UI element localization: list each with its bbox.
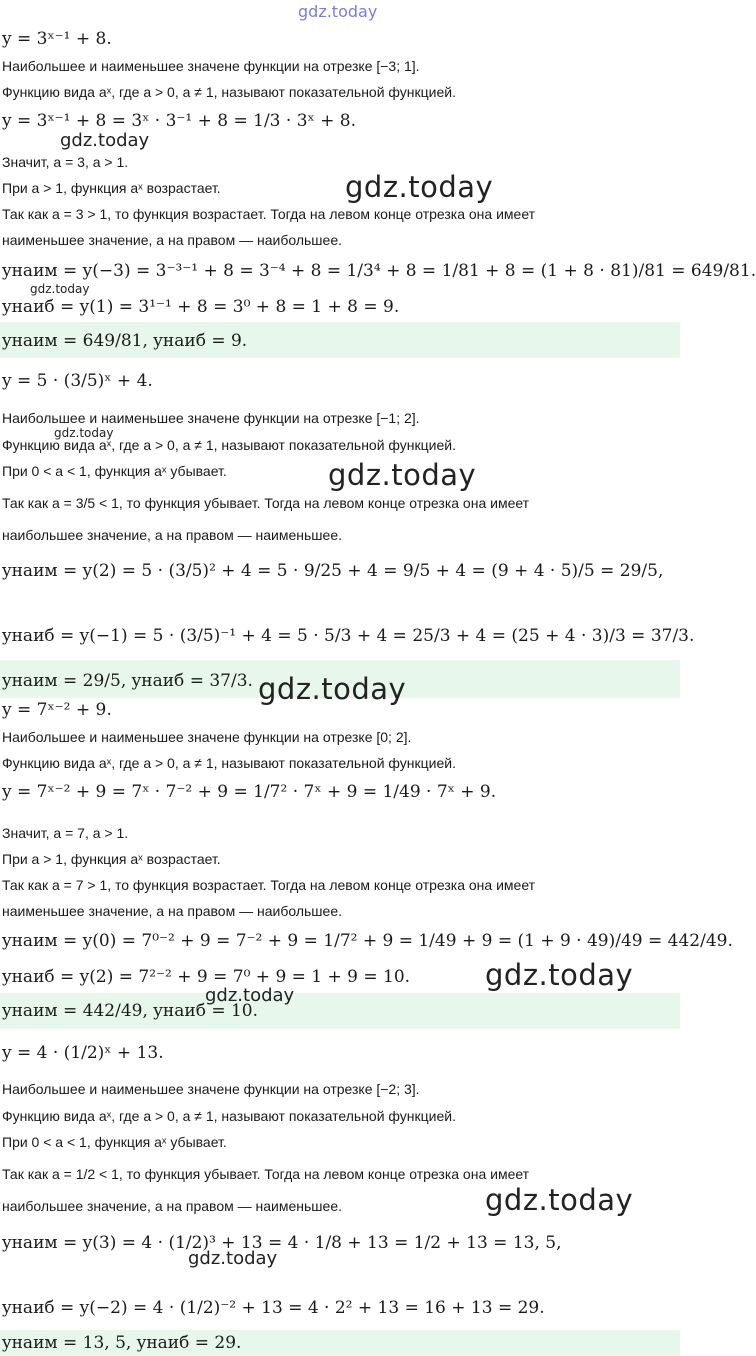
solution-line: Так как a = 3 > 1, то функция возрастает. Тогда на левом конце отрезка она имеет	[2, 206, 536, 222]
solution-line: Так как a = 3/5 < 1, то функция убывает. Тогда на левом конце отрезка она имеет	[2, 495, 530, 511]
watermark: gdz.today	[54, 426, 114, 440]
solution-line: наименьшее значение, а на правом — наибольшее.	[2, 903, 342, 919]
watermark: gdz.today	[258, 672, 407, 706]
solution-line: yнаим = y(3) = 4 · (1/2)³ + 13 = 4 · 1/8 + 13 = 1/2 + 13 = 13, 5,	[2, 1233, 562, 1253]
solution-line: y = 3ˣ⁻¹ + 8.	[2, 29, 112, 49]
watermark: gdz.today	[188, 1248, 278, 1269]
solution-line: yнаим = y(0) = 7⁰⁻² + 9 = 7⁻² + 9 = 1/7² + 9 = 1/49 + 9 = (1 + 9 · 49)/49 = 442/49.	[2, 931, 733, 951]
solution-line: yнаим = y(2) = 5 · (3/5)² + 4 = 5 · 9/25 + 4 = 9/5 + 4 = (9 + 4 · 5)/5 = 29/5,	[2, 561, 664, 581]
solution-line: Значит, a = 3, a > 1.	[2, 154, 129, 170]
solution-line: y = 7ˣ⁻² + 9.	[2, 700, 112, 720]
solution-line: наименьшее значение, а на правом — наибольшее.	[2, 232, 342, 248]
watermark: gdz.today	[328, 458, 477, 492]
solution-line: yнаим = 649/81, yнаиб = 9.	[2, 331, 248, 351]
solution-line: y = 7ˣ⁻² + 9 = 7ˣ · 7⁻² + 9 = 1/7² · 7ˣ + 9 = 1/49 · 7ˣ + 9.	[2, 782, 497, 802]
solution-line: При a > 1, функция aˣ возрастает.	[2, 851, 221, 867]
watermark: gdz.today	[298, 2, 378, 21]
solution-line: yнаим = 13, 5, yнаиб = 29.	[2, 1333, 242, 1353]
watermark: gdz.today	[485, 1183, 634, 1217]
solution-line: При 0 < a < 1, функция aˣ убывает.	[2, 1134, 227, 1150]
solution-line: yнаиб = y(−1) = 5 · (3/5)⁻¹ + 4 = 5 · 5/3 + 4 = 25/3 + 4 = (25 + 4 · 3)/3 = 37/3.	[2, 626, 695, 646]
watermark: gdz.today	[30, 282, 90, 296]
solution-line: yнаим = y(−3) = 3⁻³⁻¹ + 8 = 3⁻⁴ + 8 = 1/3⁴ + 8 = 1/81 + 8 = (1 + 8 · 81)/81 = 649/81.	[2, 261, 756, 281]
solution-line: При 0 < a < 1, функция aˣ убывает.	[2, 463, 227, 479]
solution-line: Наибольшее и наименьшее значене функции на отрезке [−2; 3].	[2, 1081, 420, 1097]
watermark: gdz.today	[60, 130, 150, 151]
solution-line: y = 3ˣ⁻¹ + 8 = 3ˣ · 3⁻¹ + 8 = 1/3 · 3ˣ + 8.	[2, 111, 357, 131]
solution-line: yнаиб = y(−2) = 4 · (1/2)⁻² + 13 = 4 · 2² + 13 = 16 + 13 = 29.	[2, 1298, 545, 1318]
solution-line: yнаиб = y(1) = 3¹⁻¹ + 8 = 3⁰ + 8 = 1 + 8 = 9.	[2, 297, 400, 317]
solution-line: наибольшее значение, а на правом — наименьшее.	[2, 1198, 342, 1214]
watermark: gdz.today	[485, 958, 634, 992]
solution-line: yнаиб = y(2) = 7²⁻² + 9 = 7⁰ + 9 = 1 + 9 = 10.	[2, 967, 411, 987]
solution-line: Наибольшее и наименьшее значене функции на отрезке [−3; 1].	[2, 58, 420, 74]
solution-line: Функцию вида aˣ, где a > 0, a ≠ 1, называют показательной функцией.	[2, 84, 456, 100]
solution-line: y = 5 · (3/5)ˣ + 4.	[2, 371, 153, 391]
solution-line: наибольшее значение, а на правом — наименьшее.	[2, 527, 342, 543]
solution-line: Значит, a = 7, a > 1.	[2, 825, 129, 841]
solution-line: yнаим = 29/5, yнаиб = 37/3.	[2, 671, 253, 691]
solution-line: Так как a = 7 > 1, то функция возрастает. Тогда на левом конце отрезка она имеет	[2, 877, 536, 893]
solution-line: При a > 1, функция aˣ возрастает.	[2, 180, 221, 196]
solution-line: Наибольшее и наименьшее значене функции на отрезке [0; 2].	[2, 729, 412, 745]
solution-line: Функцию вида aˣ, где a > 0, a ≠ 1, называют показательной функцией.	[2, 437, 456, 453]
solution-line: Функцию вида aˣ, где a > 0, a ≠ 1, называют показательной функцией.	[2, 1108, 456, 1124]
solution-line: yнаим = 442/49, yнаиб = 10.	[2, 1001, 259, 1021]
solution-line: y = 4 · (1/2)ˣ + 13.	[2, 1043, 164, 1063]
watermark: gdz.today	[345, 170, 494, 204]
solution-line: Функцию вида aˣ, где a > 0, a ≠ 1, называют показательной функцией.	[2, 755, 456, 771]
solution-line: Так как a = 1/2 < 1, то функция убывает. Тогда на левом конце отрезка она имеет	[2, 1166, 530, 1182]
watermark: gdz.today	[205, 985, 295, 1006]
solution-line: Наибольшее и наименьшее значене функции на отрезке [−1; 2].	[2, 410, 420, 426]
